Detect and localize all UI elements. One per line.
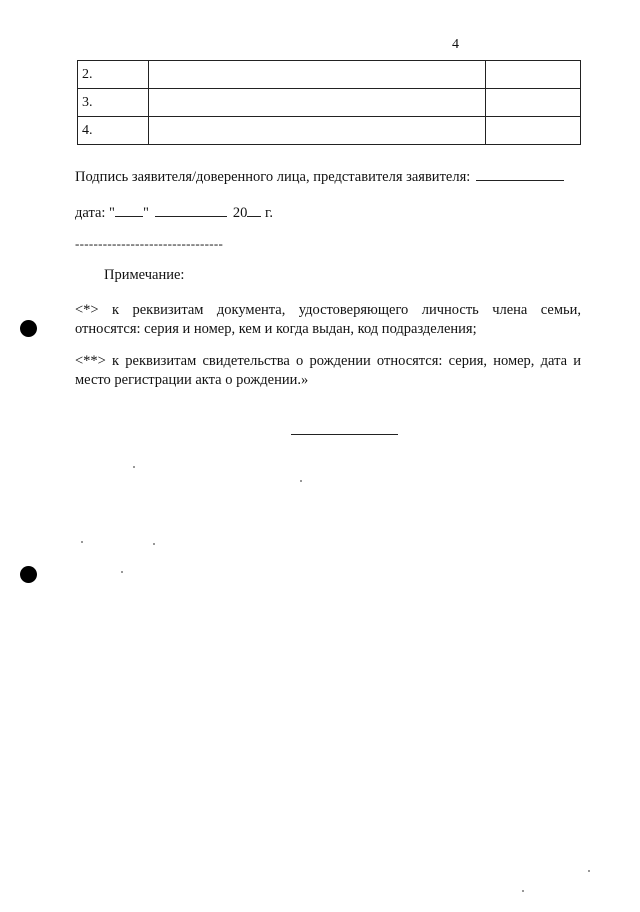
scan-speck	[121, 571, 123, 573]
row-extra-cell	[486, 61, 581, 89]
note-item: <*> к реквизитам документа, удостоверяющего личность члена семьи, относятся: серия и номер, кем и когда выдан, код подразделения;	[75, 302, 581, 337]
page-number: 4	[452, 37, 459, 52]
separator-line: --------------------------------	[75, 236, 224, 251]
quote-open: "	[109, 205, 115, 221]
members-table	[77, 60, 581, 145]
quote-close: "	[142, 205, 149, 221]
signature-blank	[476, 166, 564, 181]
notes-heading: Примечание:	[104, 267, 185, 283]
signature-line	[75, 166, 564, 186]
punch-hole-icon	[20, 320, 37, 337]
table-row	[78, 61, 581, 89]
table-row	[78, 117, 581, 145]
scan-speck	[522, 890, 524, 892]
scan-speck	[153, 543, 155, 545]
row-number-cell: 2.	[78, 61, 149, 89]
row-number-cell: 3.	[78, 89, 149, 117]
year-prefix: 20	[232, 205, 248, 221]
scan-speck	[81, 541, 83, 543]
day-blank	[115, 203, 143, 217]
month-blank	[155, 203, 227, 217]
date-label: дата:	[75, 205, 106, 221]
punch-hole-icon	[20, 566, 37, 583]
year-suffix: г.	[265, 205, 273, 221]
row-extra-cell	[486, 117, 581, 145]
date-line	[75, 203, 273, 222]
note-item: <**> к реквизитам свидетельства о рождении относятся: серия, номер, дата и место регистрации акта о рождении.»	[75, 353, 581, 388]
scan-speck	[588, 870, 590, 872]
end-rule	[291, 434, 398, 435]
row-extra-cell	[486, 89, 581, 117]
year-blank	[247, 203, 261, 217]
signature-label: Подпись заявителя/доверенного лица, представителя заявителя:	[75, 169, 471, 185]
row-name-cell	[149, 61, 486, 89]
row-number-cell: 4.	[78, 117, 149, 145]
scan-speck	[300, 480, 302, 482]
row-name-cell	[149, 89, 486, 117]
row-name-cell	[149, 117, 486, 145]
scan-speck	[133, 466, 135, 468]
table-row	[78, 89, 581, 117]
